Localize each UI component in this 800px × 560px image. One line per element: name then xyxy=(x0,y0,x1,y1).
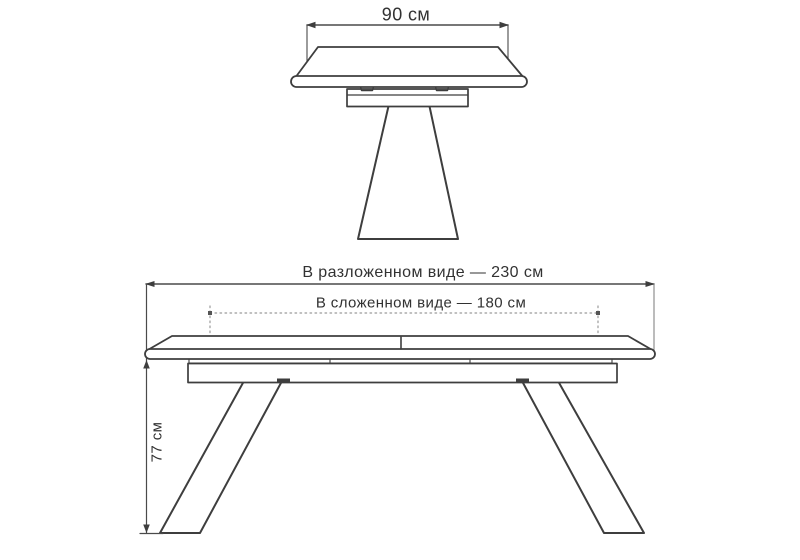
tabletop-end-view xyxy=(291,47,527,87)
front-width-dimension-label: 90 см xyxy=(381,4,431,25)
height-arrow-down xyxy=(143,525,150,534)
extended-length-dimension-label: В разложенном виде — 230 см xyxy=(302,264,544,281)
tabletop-support-box xyxy=(347,89,468,107)
table-leg-left xyxy=(160,381,282,533)
height-arrow-up xyxy=(143,360,150,369)
leg-bracket-left xyxy=(277,379,290,383)
leg-bracket-right xyxy=(516,379,529,383)
side-view-group xyxy=(140,281,655,534)
pedestal-column xyxy=(358,104,458,239)
height-dimension-label: 77 см xyxy=(148,421,166,463)
apron-frame xyxy=(188,364,617,383)
table-leg-right xyxy=(522,381,644,533)
folded-length-dimension-label: В сложенном виде — 180 см xyxy=(315,294,527,312)
tabletop-side-front-edge xyxy=(145,349,655,359)
support-box-outline xyxy=(347,89,468,107)
folded-length-tick-right xyxy=(596,311,600,315)
tabletop-side-view xyxy=(145,336,655,359)
front-view-group xyxy=(291,22,527,239)
tabletop-end-surface xyxy=(295,47,524,78)
folded-length-tick-left xyxy=(208,311,212,315)
tabletop-end-front-edge xyxy=(291,76,527,87)
